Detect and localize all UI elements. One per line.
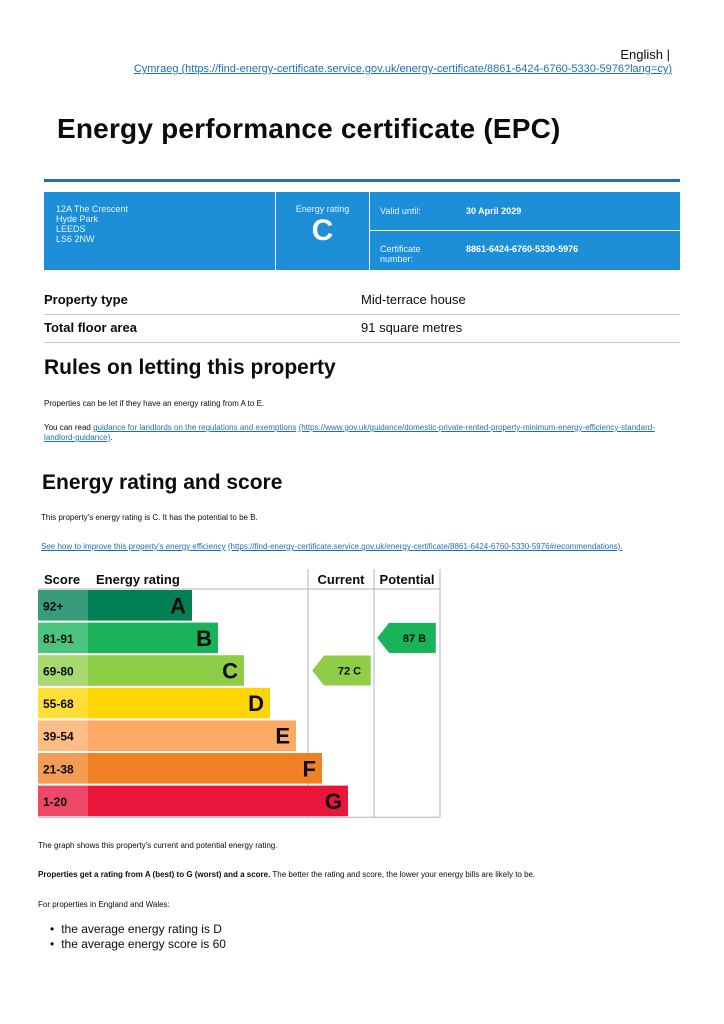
address-line: Hyde Park <box>56 214 99 224</box>
chart-header-3: Potential <box>379 572 435 587</box>
guidance-suffix: . <box>110 433 113 442</box>
floor-area-label: Total floor area <box>44 320 137 335</box>
guidance-url-continued[interactable]: landlord-guidance) <box>44 433 111 442</box>
band-score-label-C: 69-80 <box>43 664 74 679</box>
floor-area-value: 91 square metres <box>361 320 463 335</box>
certificate-number-value: 8861-6424-6760-5330-5976 <box>466 244 579 254</box>
letting-heading: Rules on letting this property <box>44 356 336 379</box>
rating-note <box>38 870 535 880</box>
improve-link[interactable]: See how to improve this property's energy efficiency <box>41 542 226 551</box>
guidance-url[interactable]: (https://www.gov.uk/guidance/domestic-private-rented-property-minimum-energy-efficiency-standard- <box>298 423 655 432</box>
address-line: 12A The Crescent <box>56 204 128 214</box>
band-letter-D: D <box>248 691 264 717</box>
banner-divider <box>370 230 680 231</box>
improve-paragraph <box>41 542 623 552</box>
band-score-label-E: 39-54 <box>43 729 74 744</box>
improve-url[interactable]: (https://find-energy-certificate.service.gov.uk/energy-certificate/8861-6424-6760-5330-5976#recommendations). <box>227 542 623 551</box>
address-line: LEEDS <box>56 224 86 234</box>
band-letter-F: F <box>302 756 316 782</box>
valid-until-value: 30 April 2029 <box>466 206 522 216</box>
certificate-number-label: Certificate number: <box>380 244 421 264</box>
epc-rating-chart <box>38 569 444 821</box>
valid-until-label: Valid until: <box>380 206 421 216</box>
welsh-language-link[interactable]: Cymraeg (https://find-energy-certificate.service.gov.uk/energy-certificate/8861-6424-6760-5330-5976?lang=cy) <box>133 63 672 75</box>
property-type-row <box>44 286 680 315</box>
band-bar-F <box>88 753 322 784</box>
energy-rating-heading: Energy rating and score <box>42 471 283 494</box>
band-bar-E <box>88 720 296 751</box>
banner-divider <box>369 192 370 270</box>
language-english: English | <box>620 47 670 62</box>
band-bar-C <box>88 655 244 686</box>
band-score-label-G: 1-20 <box>43 794 68 809</box>
band-score-label-D: 55-68 <box>43 697 74 712</box>
band-bar-D <box>88 688 270 719</box>
guidance-link[interactable]: guidance for landlords on the regulations and exemptions <box>93 423 297 432</box>
band-letter-B: B <box>196 625 212 651</box>
page-title: Energy performance certificate (EPC) <box>57 113 561 144</box>
current-rating-label: 72 C <box>337 665 362 678</box>
title-divider <box>44 179 680 182</box>
letting-paragraph: Properties can be let if they have an energy rating from A to E. <box>44 399 265 408</box>
list-item: • the average energy rating is D <box>50 922 226 937</box>
band-bar-G <box>88 786 348 817</box>
potential-rating-label: 87 B <box>402 632 427 645</box>
rating-intro: This property's energy rating is C. It has the potential to be B. <box>41 513 258 522</box>
rating-note-text: The better the rating and score, the lower your energy bills are likely to be. <box>270 870 536 879</box>
band-letter-E: E <box>275 723 290 749</box>
chart-header-0: Score <box>44 572 81 587</box>
band-letter-C: C <box>222 658 238 684</box>
graph-caption: The graph shows this property's current and potential energy rating. <box>38 841 278 850</box>
band-score-label-A: 92+ <box>43 599 64 614</box>
rating-note-bold: Properties get a rating from A (best) to G (worst) and a score. <box>38 870 271 879</box>
address-line: LS6 2NW <box>56 234 95 244</box>
average-list <box>50 922 226 952</box>
chart-header-2: Current <box>317 572 365 587</box>
guidance-paragraph <box>44 423 680 443</box>
band-letter-G: G <box>324 788 342 814</box>
property-type-label: Property type <box>44 292 128 307</box>
floor-area-row <box>44 314 680 343</box>
chart-header-1: Energy rating <box>96 572 180 587</box>
energy-rating-letter: C <box>311 214 334 247</box>
property-type-value: Mid-terrace house <box>361 292 466 307</box>
band-score-label-B: 81-91 <box>43 631 74 646</box>
band-score-label-F: 21-38 <box>43 762 74 777</box>
energy-rating-label: Energy rating <box>295 204 350 214</box>
guidance-prefix: You can read <box>44 423 94 432</box>
list-item: • the average energy score is 60 <box>50 937 226 952</box>
property-address <box>56 204 128 244</box>
england-wales-label: For properties in England and Wales: <box>38 900 170 909</box>
band-letter-A: A <box>170 593 186 619</box>
summary-banner <box>44 192 680 270</box>
